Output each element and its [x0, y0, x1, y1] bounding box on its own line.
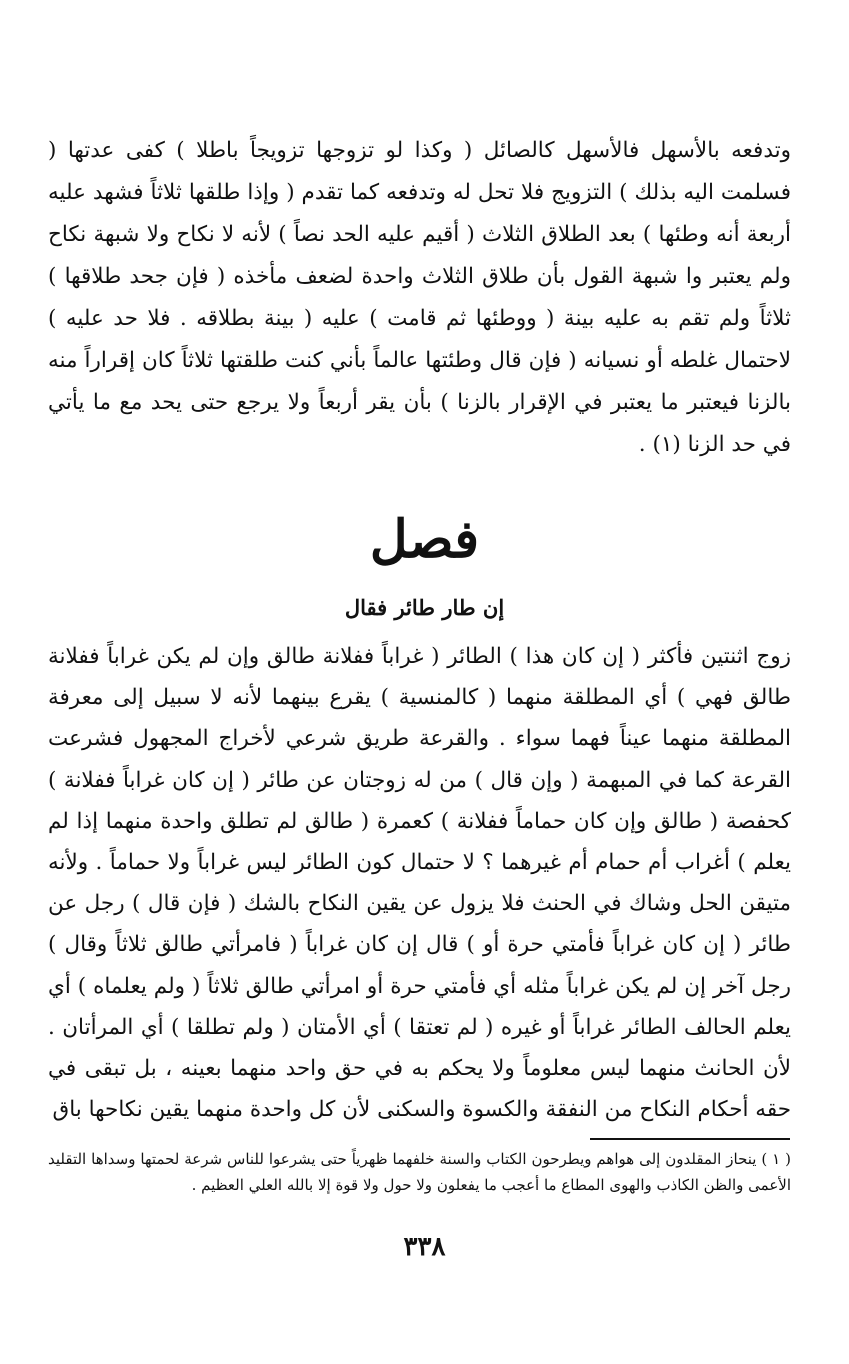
footnote-divider: [590, 1138, 790, 1140]
page-number: ٣٣٨: [403, 1232, 446, 1262]
footnote: ( ١ ) ينحاز المقلدون إلى هواهم ويطرحون الكتاب والسنة خلفهما ظهرياً حتى يشرعوا للناس شرعة لحمتها وسداها التقليد الأعمى والظن الكاذب والهوى المطاع ما أعجب ما يفعلون ولا حول ولا قوة إلا بالله العلي العظيم .: [48, 1150, 791, 1194]
section-heading: فصل: [369, 509, 480, 570]
body-paragraph-section: زوج اثنتين فأكثر ( إن كان هذا ) الطائر ( غراباً ففلانة طالق وإن لم يكن غراباً ففلانة طالق فهي ) أي المطلقة منهما ( كالمنسية ) يقرع بينهما لأنه لا سبيل إلى معرفة المطلقة منهما عيناً فهما سواء . والقرعة طريق شرعي لأخراج المجهول فشرعت القرعة كما في المبهمة ( وإن قال ) من له زوجتان عن طائر ( إن كان غراباً ففلانة ) كحفصة ( طالق وإن كان حماماً ففلانة ) كعمرة ( طالق لم تطلق واحدة منهما إذا لم يعلم ) أغراب أم حمام أم غيرهما ؟ لا حتمال كون الطائر ليس غراباً ولا حماماً . ولأنه متيقن الحل وشاك في الحنث فلا يزول عن يقين النكاح بالشك ( فإن قال ) رجل عن طائر ( إن كان غراباً فأمتي حرة أو ) قال إن كان غراباً ( فامرأتي طالق ثلاثاً وقال ) رجل آخر إن لم يكن غراباً مثله أي فأمتي حرة أو امرأتي طالق ثلاثاً ( ولم يعلماه ) أي يعلم الحالف الطائر غراباً أو غيره ( لم تعتقا ) أي الأمتان ( ولم تطلقا ) أي المرأتان . لأن الحانث منهما ليس معلوماً ولا يحكم به في حق واحد منهما بعينه ، بل تبقى في حقه أحكام النكاح من النفقة والكسوة والسكنى لأن كل واحدة منهما يقين نكاحها باق: [48, 644, 791, 1123]
body-paragraph-top: وتدفعه بالأسهل فالأسهل كالصائل ( وكذا لو تزوجها تزويجاً باطلا ) كفى عدتها ( فسلمت اليه بذلك ) التزويج فلا تحل له وتدفعه كما تقدم ( وإذا طلقها ثلاثاً فشهد عليه أربعة أنه وطئها ) بعد الطلاق الثلاث ( أقيم عليه الحد نصاً ) لأنه لا نكاح ولا شبهة نكاح ولم يعتبر وا شبهة القول بأن طلاق الثلاث واحدة لضعف مأخذه ( فإن جحد طلاقها ) ثلاثاً ولم تقم به عليه بينة ( ووطئها ثم قامت ) عليه ( بينة بطلاقه . فلا حد عليه ) لاحتمال غلطه أو نسيانه ( فإن قال وطئتها عالماً بأني كنت طلقتها ثلاثاً كان إقراراً منه بالزنا فيعتبر ما يعتبر في الإقرار بالزنا ) بأن يقر أربعاً ولا يرجع حتى يحد مع ما يأتي في حد الزنا (١) .: [48, 138, 791, 457]
section-subheading: إن طار طائر فقال: [344, 595, 505, 620]
